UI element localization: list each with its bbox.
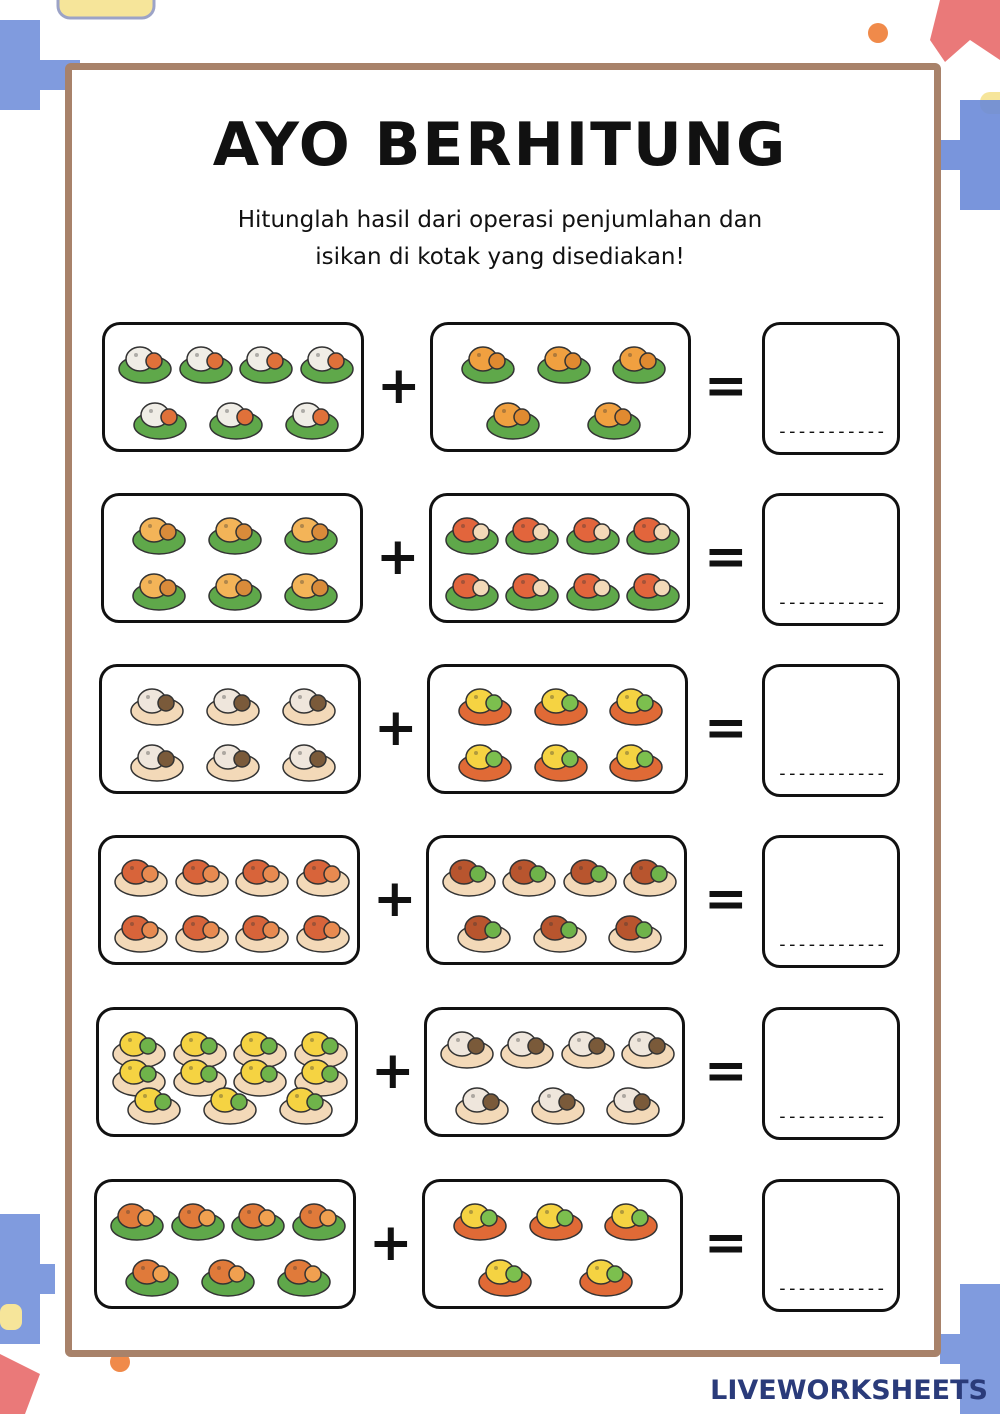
sate-icon xyxy=(624,504,682,558)
ayam-goreng-icon xyxy=(173,902,231,956)
plus-sign: + xyxy=(373,869,417,929)
problem-row xyxy=(0,835,1000,969)
nasi-uduk-icon xyxy=(116,333,174,387)
problem-row xyxy=(0,1007,1000,1141)
nasi-tumpeng-icon xyxy=(577,1246,635,1300)
nasi-tumpeng-icon xyxy=(456,731,514,785)
plus-sign: + xyxy=(374,698,418,758)
answer-box[interactable] xyxy=(762,1179,900,1312)
martabak-icon xyxy=(206,504,264,558)
nasi-uduk-icon xyxy=(283,389,341,443)
siomay-icon xyxy=(169,1190,227,1244)
answer-input[interactable] xyxy=(775,1202,891,1264)
problem-row xyxy=(0,493,1000,627)
answer-input[interactable] xyxy=(775,345,891,407)
plus-sign: + xyxy=(371,1041,415,1101)
answer-blank-line: ----------- xyxy=(777,1106,885,1127)
rendang-icon xyxy=(561,846,619,900)
rendang-icon xyxy=(606,902,664,956)
bakso-icon xyxy=(128,731,186,785)
left-group-box xyxy=(102,322,364,452)
answer-blank-line: ----------- xyxy=(777,934,885,955)
left-group-box xyxy=(96,1007,358,1137)
answer-box[interactable] xyxy=(762,493,900,626)
siomay-icon xyxy=(199,1246,257,1300)
answer-box[interactable] xyxy=(762,664,900,797)
problem-row xyxy=(0,664,1000,798)
equals-sign: = xyxy=(704,1041,748,1101)
siomay-icon xyxy=(123,1246,181,1300)
answer-blank-line: ----------- xyxy=(777,1278,885,1299)
left-group-box xyxy=(98,835,360,965)
answer-box[interactable] xyxy=(762,1007,900,1140)
nasi-tumpeng-icon xyxy=(451,1190,509,1244)
equals-sign: = xyxy=(704,869,748,929)
instructions xyxy=(0,202,1000,276)
soto-icon xyxy=(125,1074,183,1128)
bakso-icon xyxy=(604,1074,662,1128)
siomay-icon xyxy=(108,1190,166,1244)
bakso-icon xyxy=(529,1074,587,1128)
nasi-tumpeng-icon xyxy=(532,731,590,785)
siomay-icon xyxy=(229,1190,287,1244)
answer-input[interactable] xyxy=(775,858,891,920)
page-title: AYO BERHITUNG xyxy=(212,110,788,180)
right-group-box xyxy=(424,1007,685,1137)
plus-sign: + xyxy=(369,1213,413,1273)
lumpia-icon xyxy=(610,333,668,387)
bakso-icon xyxy=(280,675,338,729)
equals-sign: = xyxy=(704,698,748,758)
bakso-icon xyxy=(204,731,262,785)
rendang-icon xyxy=(440,846,498,900)
bakso-icon xyxy=(453,1074,511,1128)
answer-blank-line: ----------- xyxy=(777,592,885,613)
ayam-goreng-icon xyxy=(233,902,291,956)
soto-icon xyxy=(277,1074,335,1128)
lumpia-icon xyxy=(535,333,593,387)
right-group-box xyxy=(422,1179,683,1309)
rendang-icon xyxy=(531,902,589,956)
nasi-tumpeng-icon xyxy=(532,675,590,729)
rendang-icon xyxy=(455,902,513,956)
nasi-tumpeng-icon xyxy=(527,1190,585,1244)
answer-box[interactable] xyxy=(762,322,900,455)
rendang-icon xyxy=(621,846,679,900)
siomay-icon xyxy=(290,1190,348,1244)
martabak-icon xyxy=(130,504,188,558)
answer-box[interactable] xyxy=(762,835,900,968)
nasi-tumpeng-icon xyxy=(602,1190,660,1244)
martabak-icon xyxy=(130,560,188,614)
bakso-icon xyxy=(498,1018,556,1072)
nasi-tumpeng-icon xyxy=(607,675,665,729)
ayam-goreng-icon xyxy=(294,846,352,900)
nasi-uduk-icon xyxy=(237,333,295,387)
ayam-goreng-icon xyxy=(112,902,170,956)
instructions-line-1: Hitunglah hasil dari operasi penjumlahan dan xyxy=(237,207,763,233)
answer-input[interactable] xyxy=(775,1030,891,1092)
lumpia-icon xyxy=(484,389,542,443)
right-group-box xyxy=(429,493,690,623)
nasi-tumpeng-icon xyxy=(476,1246,534,1300)
problem-row xyxy=(0,322,1000,456)
siomay-icon xyxy=(275,1246,333,1300)
martabak-icon xyxy=(282,504,340,558)
martabak-icon xyxy=(282,560,340,614)
sate-icon xyxy=(564,504,622,558)
bakso-icon xyxy=(280,731,338,785)
martabak-icon xyxy=(206,560,264,614)
nasi-uduk-icon xyxy=(207,389,265,443)
sate-icon xyxy=(443,504,501,558)
sate-icon xyxy=(503,560,561,614)
sate-icon xyxy=(443,560,501,614)
answer-input[interactable] xyxy=(775,687,891,749)
answer-blank-line: ----------- xyxy=(777,763,885,784)
lumpia-icon xyxy=(459,333,517,387)
bakso-icon xyxy=(559,1018,617,1072)
sate-icon xyxy=(624,560,682,614)
nasi-tumpeng-icon xyxy=(607,731,665,785)
instructions-line-2: isikan di kotak yang disediakan! xyxy=(315,244,685,270)
nasi-uduk-icon xyxy=(131,389,189,443)
right-group-box xyxy=(427,664,688,794)
sate-icon xyxy=(564,560,622,614)
ayam-goreng-icon xyxy=(233,846,291,900)
lumpia-icon xyxy=(585,389,643,443)
bakso-icon xyxy=(619,1018,677,1072)
ayam-goreng-icon xyxy=(112,846,170,900)
bakso-icon xyxy=(438,1018,496,1072)
liveworksheets-logo: LIVEWORKSHEETS xyxy=(710,1375,988,1406)
plus-sign: + xyxy=(376,527,420,587)
left-group-box xyxy=(101,493,363,623)
bakso-icon xyxy=(204,675,262,729)
ayam-goreng-icon xyxy=(173,846,231,900)
nasi-uduk-icon xyxy=(298,333,356,387)
plus-sign: + xyxy=(377,356,421,416)
left-group-box xyxy=(99,664,361,794)
equals-sign: = xyxy=(704,527,748,587)
nasi-uduk-icon xyxy=(177,333,235,387)
bakso-icon xyxy=(128,675,186,729)
answer-blank-line: ----------- xyxy=(777,421,885,442)
answer-input[interactable] xyxy=(775,516,891,578)
equals-sign: = xyxy=(704,356,748,416)
ayam-goreng-icon xyxy=(294,902,352,956)
equals-sign: = xyxy=(704,1213,748,1273)
right-group-box xyxy=(426,835,687,965)
soto-icon xyxy=(201,1074,259,1128)
sate-icon xyxy=(503,504,561,558)
problem-row xyxy=(0,1179,1000,1313)
left-group-box xyxy=(94,1179,356,1309)
rendang-icon xyxy=(500,846,558,900)
right-group-box xyxy=(430,322,691,452)
nasi-tumpeng-icon xyxy=(456,675,514,729)
